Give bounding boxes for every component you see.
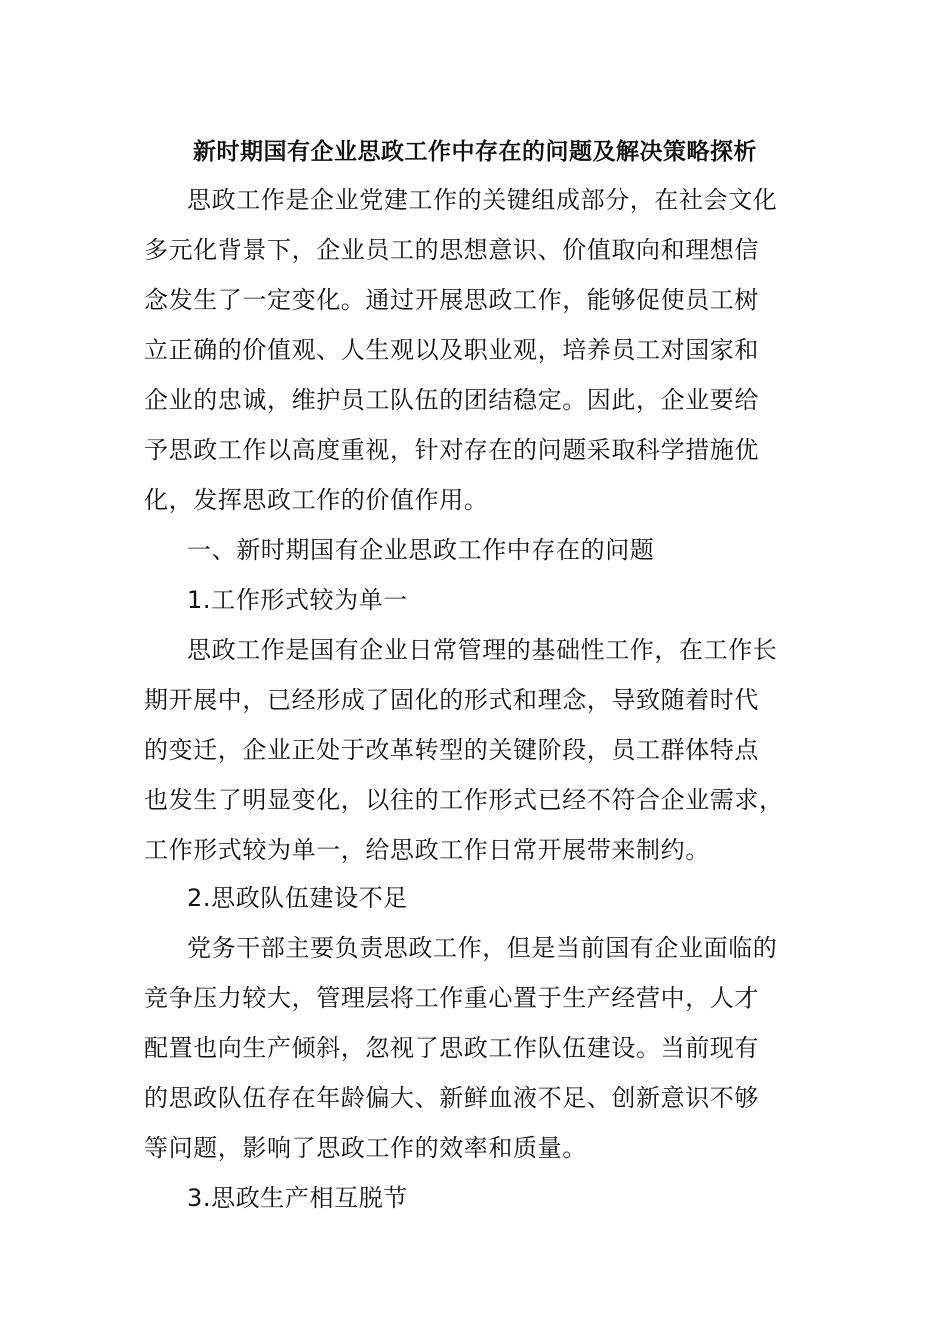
paragraph-line: 等问题，影响了思政工作的效率和质量。 [144,1134,587,1162]
paragraph-line: 思政工作是国有企业日常管理的基础性工作，在工作长 [187,636,778,664]
paragraph-line: 也发生了明显变化，以往的工作形式已经不符合企业需求， [144,786,784,814]
paragraph-line: 党务干部主要负责思政工作，但是当前国有企业面临的 [187,934,778,962]
paragraph-line: 念发生了一定变化。通过开展思政工作，能够促使员工树 [144,286,759,314]
subsection-heading: 1.工作形式较为单一 [187,586,408,614]
document-title: 新时期国有企业思政工作中存在的问题及解决策略探析 [193,139,757,165]
paragraph-line: 思政工作是企业党建工作的关键组成部分，在社会文化 [187,186,778,214]
paragraph-line: 配置也向生产倾斜，忽视了思政工作队伍建设。当前现有 [144,1034,759,1062]
section-heading: 一、新时期国有企业思政工作中存在的问题 [187,536,655,564]
paragraph-line: 予思政工作以高度重视，针对存在的问题采取科学措施优 [144,436,759,464]
paragraph-line: 立正确的价值观、人生观以及职业观，培养员工对国家和 [144,336,759,364]
paragraph-line: 的变迁，企业正处于改革转型的关键阶段，员工群体特点 [144,736,759,764]
paragraph-line: 工作形式较为单一，给思政工作日常开展带来制约。 [144,836,710,864]
paragraph-line: 竞争压力较大，管理层将工作重心置于生产经营中，人才 [144,984,759,1012]
paragraph-line: 多元化背景下，企业员工的思想意识、价值取向和理想信 [144,236,759,264]
paragraph-line: 化，发挥思政工作的价值作用。 [144,486,489,514]
subsection-heading: 3.思政生产相互脱节 [187,1184,408,1212]
paragraph-line: 期开展中，已经形成了固化的形式和理念，导致随着时代 [144,686,759,714]
subsection-heading: 2.思政队伍建设不足 [187,884,408,912]
paragraph-line: 企业的忠诚，维护员工队伍的团结稳定。因此，企业要给 [144,386,759,414]
paragraph-line: 的思政队伍存在年龄偏大、新鲜血液不足、创新意识不够 [144,1084,759,1112]
